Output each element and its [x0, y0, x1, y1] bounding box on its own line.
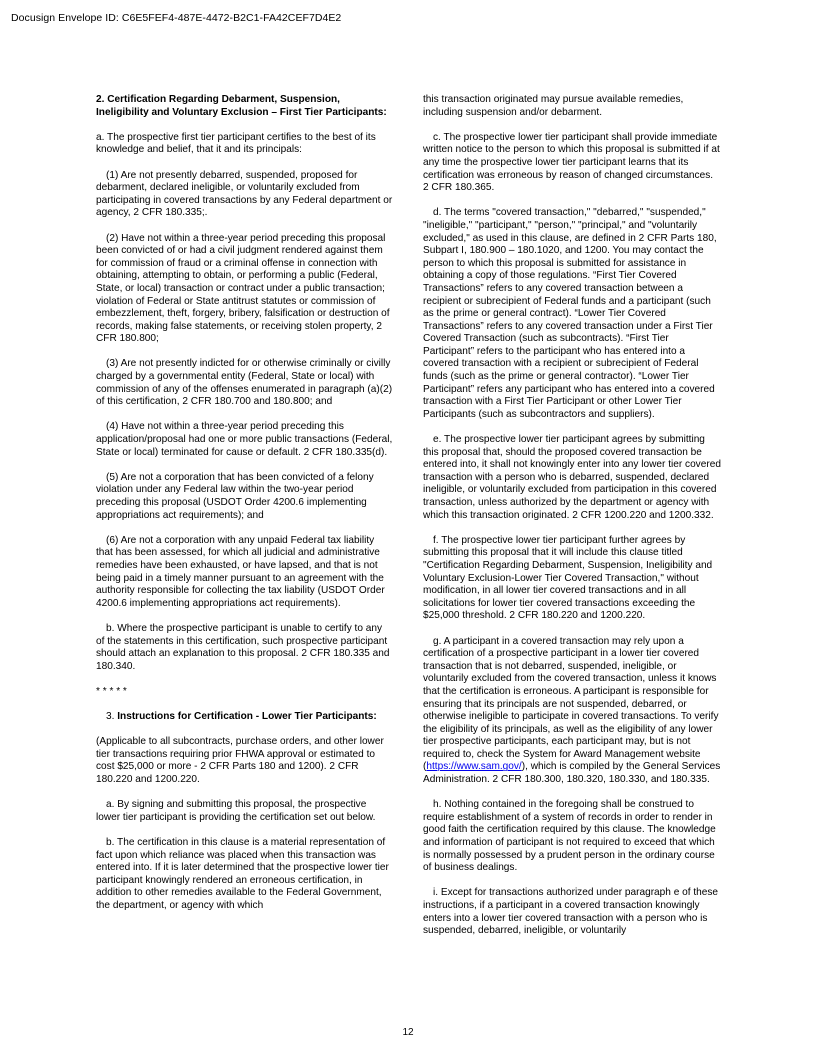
para-2b: b. Where the prospective participant is unable to certify to any of the statements in this certification, such prospective participant should attach an explanation to this proposal. 2 CFR 180.335 and 180.340.: [96, 622, 390, 672]
para-3h: h. Nothing contained in the foregoing shall be construed to require establishment of a system of records in order to render in good faith the certification required by this clause. The knowledge and information of participant is not required to exceed that which is normally possessed by a prudent person in the ordinary course of business dealings.: [423, 799, 716, 874]
para-3g-text: g. A participant in a covered transaction may rely upon a certification of a prospective participant in a lower tier covered transaction that is not debarred, suspended, ineligible, or voluntarily excluded from the covered transaction, unless it knows that the certification is erroneous. A participant is responsible for ensuring that its principals are not suspended, debarred, or otherwise ineligible to participate in covered transactions. To verify the eligibility of its principals, as well as the eligibility of any lower tier prospective participants, each participant may, but is not required to, check the System for Award Management website (: [423, 635, 719, 773]
para-3f: f. The prospective lower tier participant further agrees by submitting this proposal that it will include this clause titled "Certification Regarding Debarment, Suspension, Ineligibility and Voluntary Exclusion-Lower Tier Covered Transaction," without modification, in all lower tier covered transactions and in all solicitations for lower tier covered transactions exceeding the $25,000 threshold. 2 CFR 180.220 and 1200.220.: [423, 534, 713, 622]
envelope-id: Docusign Envelope ID: C6E5FEF4-487E-4472-B2C1-FA42CEF7D4E2: [11, 12, 342, 24]
para-2a5: (5) Are not a corporation that has been convicted of a felony violation under any Federal law within the two-year period preceding this proposal (USDOT Order 4200.6 implementing appropriations act requirements); and: [96, 471, 374, 521]
para-3i: i. Except for transactions authorized under paragraph e of these instructions, if a participant in a covered transaction knowingly enters into a lower tier covered transaction with a person who is suspended, debarred, ineligible, or voluntarily: [423, 887, 719, 937]
para-3g-text-end: ), which is compiled by the General Services Administration. 2 CFR 180.300, 180.320, 180.330, and 180.335.: [423, 761, 721, 786]
para-2a: a. The prospective first tier participant certifies to the best of its knowledge and belief, that it and its principals:: [96, 131, 376, 156]
para-2a3: (3) Are not presently indicted for or otherwise criminally or civilly charged by a governmental entity (Federal, State or local) with commission of any of the offenses enumerated in paragraph (a)(2) of this certification, 2 CFR 180.700 and 180.800; and: [96, 358, 393, 408]
para-2a6: (6) Are not a corporation with any unpaid Federal tax liability that has been assessed, for which all judicial and administrative remedies have been exhausted, or have lapsed, and that is not being paid in a timely manner pursuant to an agreement with the authority responsible for collecting the tax liability (USDOT Order 4200.6 implementing appropriations act requirements).: [96, 534, 385, 609]
para-2a1: (1) Are not presently debarred, suspended, proposed for debarment, declared ineligible, or voluntarily excluded from participating in covered transactions by any Federal department or agency, 2 CFR 180.335;.: [96, 169, 393, 219]
para-3b-continued: this transaction originated may pursue available remedies, including suspension and/or debarment.: [423, 94, 684, 118]
page-number: 12: [402, 1027, 414, 1038]
para-2a4: (4) Have not within a three-year period preceding this application/proposal had one or more public transactions (Federal, State or local) terminated for cause or default. 2 CFR 180.335(d).: [96, 421, 393, 458]
para-3a: a. By signing and submitting this proposal, the prospective lower tier participant is providing the certification set out below.: [96, 799, 376, 823]
right-column: [423, 94, 721, 950]
para-3g: [423, 636, 721, 787]
para-3c: c. The prospective lower tier participant shall provide immediate written notice to the person to which this proposal is submitted if at any time the prospective lower tier participant learns that its certification was erroneous by reason of changed circumstances. 2 CFR 180.365.: [423, 131, 720, 194]
left-column: [96, 94, 393, 925]
sam-gov-link[interactable]: https://www.sam.gov/: [426, 761, 522, 773]
applicability-note: (Applicable to all subcontracts, purchase orders, and other lower tier transactions requiring prior FHWA approval or estimated to cost $25,000 or more - 2 CFR Parts 180 and 1200). 2 CFR 180.220 and 1200.220.: [96, 736, 384, 786]
section-2-heading: 2. Certification Regarding Debarment, Suspension, Ineligibility and Voluntary Exclusion – First Tier Participants:: [96, 94, 387, 118]
para-3d: d. The terms "covered transaction," "debarred," "suspended," "ineligible," "participant," "person," "principal," and "voluntarily excluded," as used in this clause, are defined in 2 CFR Parts 180, Subpart I, 180.900 – 180.1020, and 1200. You may contact the person to which this proposal is submitted for assistance in obtaining a copy of those regulations. “First Tier Covered Transactions” refers to any covered transaction between a recipient or subrecipient of Federal funds and a participant (such as the prime or general contract). “Lower Tier Covered Transactions” refers to any covered transaction under a First Tier Covered Transaction (such as subcontracts). “First Tier Participant” refers to the participant who has entered into a covered transaction with a recipient or subrecipient of Federal funds (such as the prime or general contractor). “Lower Tier Participant” refers any participant who has entered into a covered transaction with a First Tier Participant or other Lower Tier Participants (such as subcontractors and suppliers).: [423, 207, 717, 420]
section-3-title: Instructions for Certification - Lower Tier Participants:: [117, 711, 377, 723]
para-2a2: (2) Have not within a three-year period preceding this proposal been convicted of or had a civil judgment rendered against them for commission of fraud or a criminal offense in connection with obtaining, attempting to obtain, or performing a public (Federal, State, or local) transaction or contract under a public transaction; violation of Federal or State antitrust statutes or commission of embezzlement, theft, forgery, bribery, falsification or destruction of records, making false statements, or receiving stolen property, 2 CFR 180.800;: [96, 232, 390, 345]
section-3-heading: [96, 711, 393, 724]
separator-stars: * * * * *: [96, 685, 127, 697]
para-3e: e. The prospective lower tier participant agrees by submitting this proposal that, should the proposed covered transaction be entered into, it shall not knowingly enter into any lower tier covered transaction with a person who is debarred, suspended, declared ineligible, or voluntarily excluded from participation in this covered transaction, unless authorized by the department or agency with which this transaction originated. 2 CFR 1200.220 and 1200.332.: [423, 434, 721, 521]
section-3-number: 3.: [106, 711, 115, 723]
para-3b: b. The certification in this clause is a material representation of fact upon which reliance was placed when this transaction was entered into. If it is later determined that the prospective lower tier participant knowingly rendered an erroneous certification, in addition to other remedies available to the Federal Government, the department, or agency with which: [96, 837, 389, 911]
